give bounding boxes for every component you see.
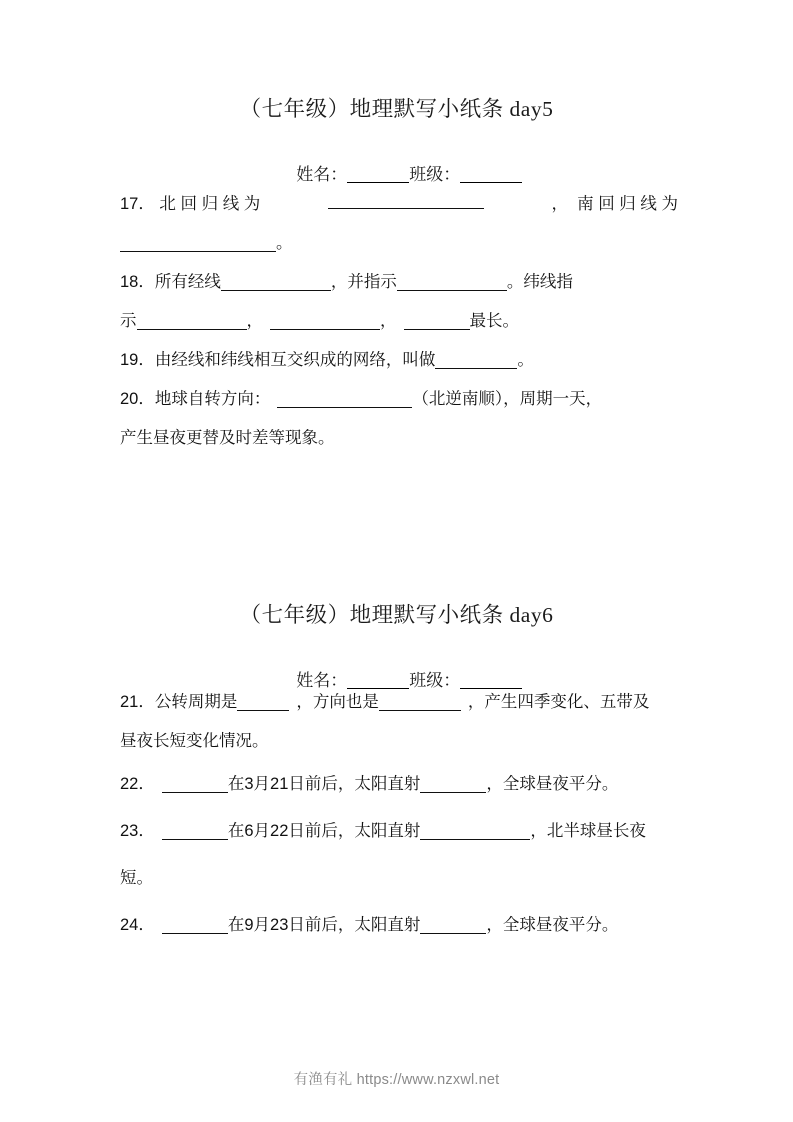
question-17-blank-2[interactable] [120,236,276,253]
footer-watermark: 有渔有礼 https://www.nzxwl.net [293,1072,500,1088]
question-21 [120,683,678,761]
question-18-text-d: 示 [120,312,137,330]
question-20-line-2 [120,419,678,458]
question-18-text-e: ， [246,312,263,330]
question-21-text-a: 21．公转周期是 [120,693,238,711]
question-19-text-a: 19．由经线和纬线相互交织成的网络，叫做 [120,351,436,369]
class-blank-day5[interactable] [460,182,522,183]
class-label-day6: 班级： [409,671,461,690]
question-21-text-d: 昼夜长短变化情况。 [120,732,269,750]
question-23-text-a: 23． [120,822,155,840]
question-18-text-c: 。纬线指 [506,273,573,291]
question-22-text-b: 在3月21日前后，太阳直射 [227,775,421,793]
question-21-blank-1[interactable] [237,695,289,712]
question-20 [120,380,678,458]
question-23-blank-2[interactable] [420,824,530,841]
question-23-text-c: ，北半球昼长夜 [530,822,646,840]
question-17 [120,185,678,263]
question-17-text-b: ， 南 回 归 线 为 [551,195,678,213]
question-list-day6 [120,683,678,949]
question-24-blank-1[interactable] [162,918,228,935]
question-18-blank-2[interactable] [397,275,507,292]
question-24 [120,902,678,949]
question-21-text-c: ，产生四季变化、五带及 [467,693,650,711]
question-22 [120,761,678,808]
question-18-text-f: ， [380,312,397,330]
question-22-blank-2[interactable] [420,777,486,794]
question-24-text-c: ，全球昼夜平分。 [486,916,619,934]
question-17-blank-1[interactable] [328,193,484,210]
question-23-text-b: 在6月22日前后，太阳直射 [227,822,421,840]
question-24-blank-2[interactable] [420,918,486,935]
name-blank-day5[interactable] [347,182,409,183]
worksheet-title-day6: （七年级）地理默写小纸条 day6 [239,603,554,627]
question-23-text-d: 短。 [120,869,153,887]
question-19 [120,341,678,380]
question-20-text-b: （北逆南顺），周期一天， [412,390,603,408]
question-23-line-2 [120,855,678,902]
worksheet-title-day5: （七年级）地理默写小纸条 day5 [239,97,554,121]
question-22-text-a: 22． [120,775,155,793]
question-24-text-b: 在9月23日前后，太阳直射 [227,916,421,934]
question-18-text-a: 18．所有经线 [120,273,221,291]
question-23-line-1 [120,808,678,855]
question-20-line-1 [120,380,678,419]
question-20-text-c: 产生昼夜更替及时差等现象。 [120,429,335,447]
question-17-line-1 [120,185,678,224]
question-19-text-b: 。 [517,351,534,369]
question-17-line-2 [120,224,678,263]
question-20-text-a: 20．地球自转方向： [120,390,271,408]
question-24-line-1 [120,902,678,949]
question-22-line-1 [120,761,678,808]
question-23 [120,808,678,902]
question-20-blank-1[interactable] [277,392,412,409]
question-17-text-a: 17． 北 回 归 线 为 [120,195,261,213]
question-18-blank-3[interactable] [137,314,247,331]
question-23-blank-1[interactable] [162,824,228,841]
class-label-day5: 班级： [409,165,461,184]
question-21-text-b: ，方向也是 [296,693,379,711]
question-18-text-g: 最长。 [469,312,519,330]
question-18-line-1 [120,263,678,302]
question-18 [120,263,678,341]
question-21-line-2 [120,722,678,761]
question-list-day5 [120,185,678,458]
question-18-text-b: ，并指示 [330,273,397,291]
question-19-blank-1[interactable] [435,353,517,370]
name-label-day5: 姓名： [296,165,348,184]
question-24-text-a: 24． [120,916,155,934]
question-21-line-1 [120,683,678,722]
question-21-blank-2[interactable] [379,695,461,712]
question-22-blank-1[interactable] [162,777,228,794]
question-19-line-1 [120,341,678,380]
question-17-text-c: 。 [276,234,293,252]
question-18-blank-4[interactable] [270,314,380,331]
name-label-day6: 姓名： [296,671,348,690]
question-18-blank-1[interactable] [221,275,331,292]
question-18-line-2 [120,302,678,341]
question-22-text-c: ，全球昼夜平分。 [486,775,619,793]
question-18-blank-5[interactable] [404,314,470,331]
